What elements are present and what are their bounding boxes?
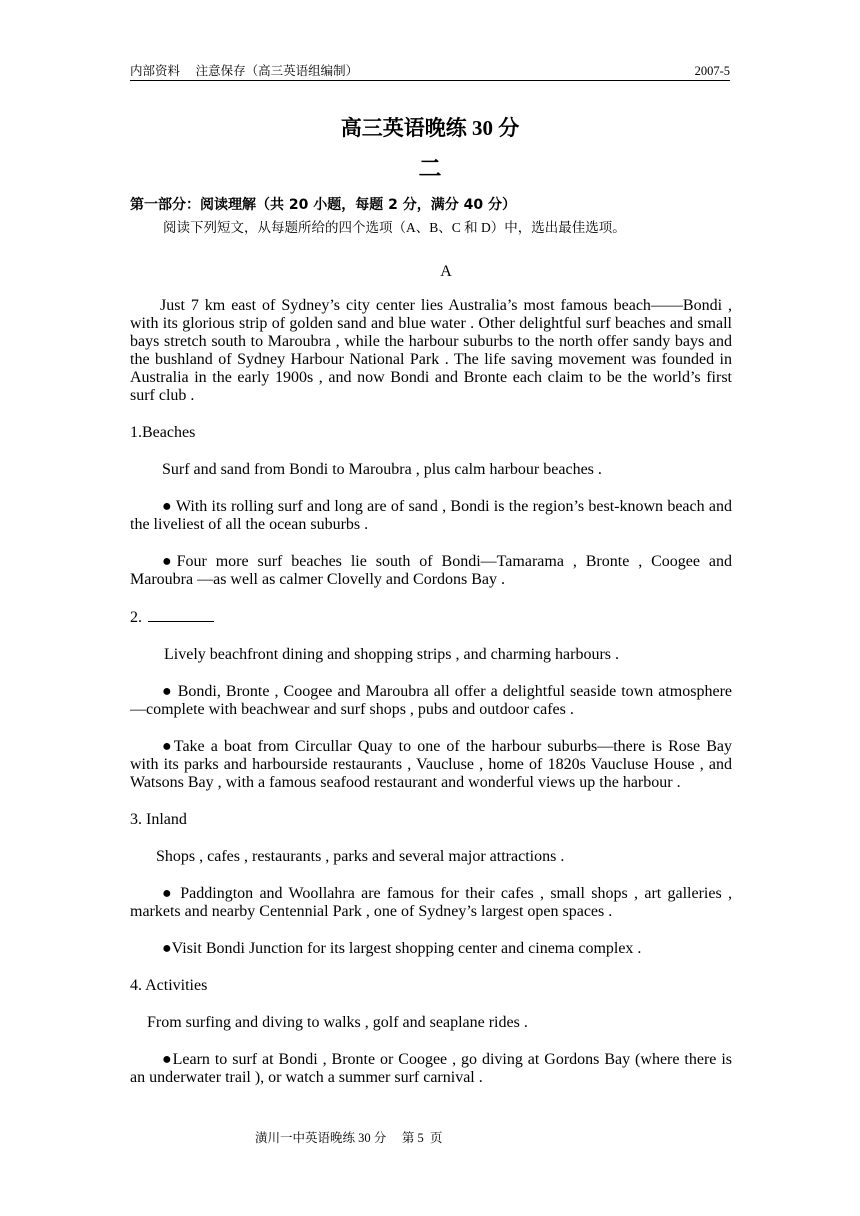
section-1-heading: 1.Beaches (130, 424, 196, 441)
intro-paragraph: Just 7 km east of Sydney’s city center lies Australia’s most famous beach——Bondi , with its glorious strip of golden sand and blue water . Other delightful surf beaches and small bays stretch south to Maroubra , while the harbour suburbs to the north offer sandy bays and the bushland of Sydney Harbour National Park . The life saving movement was founded in Australia in the early 1900s , and now Bondi and Bronte each claim to be the world’s first surf club . (130, 297, 732, 404)
page-title: 高三英语晚练 30 分 (340, 116, 520, 140)
section-2-bullet-2: ●Take a boat from Circullar Quay to one of the harbour suburbs—there is Rose Bay with its parks and harbourside restaurants , Vaucluse , home of 1820s Vaucluse House , and Watsons Bay , with a famous seafood restaurant and wonderful views up the harbour . (130, 738, 732, 791)
section-2-bullet-1: ● Bondi, Bronte , Coogee and Maroubra all offer a delightful seaside town atmosphere —complete with beachwear and surf shops , pubs and outdoor cafes . (130, 683, 732, 718)
section-letter: A (440, 263, 452, 280)
section-1-bullet-2: ●Four more surf beaches lie south of Bondi—Tamarama , Bronte , Coogee and Maroubra —as well as calmer Clovelly and Cordons Bay . (130, 553, 732, 588)
section-3-heading: 3. Inland (130, 811, 187, 828)
section-3-summary: Shops , cafes , restaurants , parks and several major attractions . (156, 848, 565, 865)
part-heading: 第一部分：阅读理解（共 20 小题，每题 2 分，满分 40 分） (130, 197, 516, 213)
section-1-bullet-1: ● With its rolling surf and long are of sand , Bondi is the region’s best-known beach and the liveliest of all the ocean suburbs . (130, 498, 732, 533)
reading-passage (130, 297, 732, 1106)
section-3-bullet-2: ●Visit Bondi Junction for its largest shopping center and cinema complex . (162, 940, 642, 957)
instruction-text: 阅读下列短文，从每题所给的四个选项（A、B、C 和 D）中，选出最佳选项。 (163, 220, 626, 235)
section-4-summary: From surfing and diving to walks , golf and seaplane rides . (147, 1014, 528, 1031)
page-header (130, 62, 730, 81)
page-subtitle: 二 (418, 156, 442, 181)
section-2-heading: 2. (130, 609, 142, 626)
section-3-bullet-1: ● Paddington and Woollahra are famous for their cafes , small shops , art galleries , markets and nearby Centennial Park , one of Sydney’s largest open spaces . (130, 885, 732, 920)
section-2-summary: Lively beachfront dining and shopping strips , and charming harbours . (164, 646, 620, 663)
header-date: 2007-5 (694, 64, 730, 78)
section-4-heading: 4. Activities (130, 977, 208, 994)
section-2-heading-row (130, 608, 732, 627)
page-footer: 潢川一中英语晚练 30 分 第 5 页 (255, 1131, 443, 1145)
section-4-bullet-1: ●Learn to surf at Bondi , Bronte or Coogee , go diving at Gordons Bay (where there is an underwater trail ), or watch a summer surf carnival . (130, 1051, 732, 1086)
section-1-summary: Surf and sand from Bondi to Maroubra , plus calm harbour beaches . (162, 461, 602, 478)
answer-blank[interactable] (148, 608, 214, 622)
header-left-text: 内部资料 注意保存（高三英语组编制） (130, 64, 359, 78)
